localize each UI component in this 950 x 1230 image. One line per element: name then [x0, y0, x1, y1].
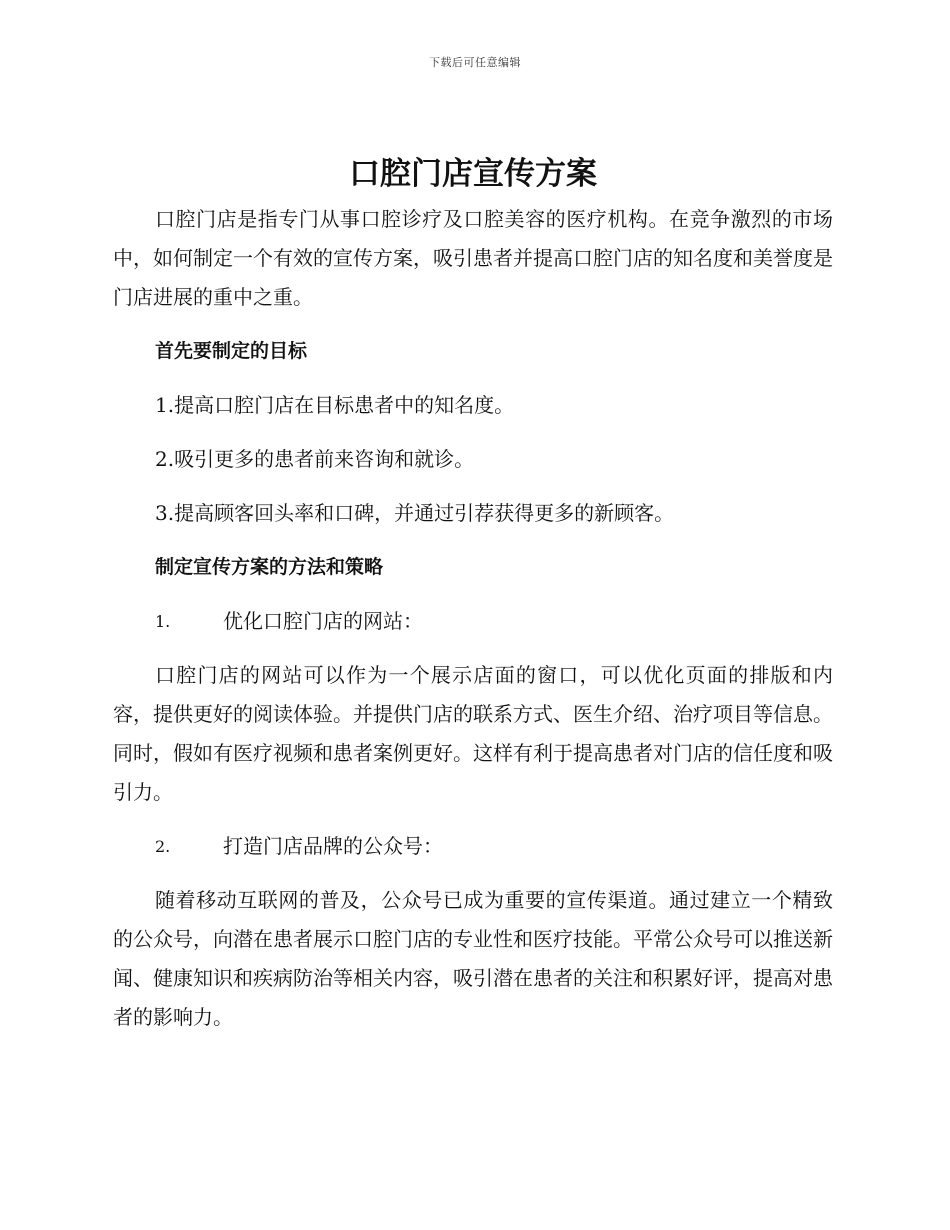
document-body — [113, 148, 833, 1037]
method-number: 1. — [155, 612, 171, 631]
method-title-row — [113, 602, 833, 641]
document-title: 口腔门店宣传方案 — [349, 156, 597, 192]
method-body: 口腔门店的网站可以作为一个展示店面的窗口，可以优化页面的排版和内容，提供更好的阅读体验。并提供门店的联系方式、医生介绍、治疗项目等信息。同时，假如有医疗视频和患者案例更好。这样有利于提高患者对门店的信任度和吸引力。 — [113, 663, 833, 804]
method-number: 2. — [155, 837, 171, 856]
method-title: 打造门店品牌的公众号： — [223, 834, 443, 858]
goal-item: 1.提高口腔门店在目标患者中的知名度。 — [155, 393, 515, 417]
goal-item: 3.提高顾客回头率和口碑，并通过引荐获得更多的新顾客。 — [155, 501, 675, 525]
intro-paragraph: 口腔门店是指专门从事口腔诊疗及口腔美容的医疗机构。在竞争激烈的市场中，如何制定一个有效的宣传方案，吸引患者并提高口腔门店的知名度和美誉度是门店进展的重中之重。 — [113, 207, 833, 309]
page-header: 下载后可任意编辑 — [429, 56, 521, 69]
methods-heading: 制定宣传方案的方法和策略 — [155, 556, 384, 578]
goal-item: 2.吸引更多的患者前来咨询和就诊。 — [155, 447, 475, 471]
method-title: 优化口腔门店的网站： — [223, 609, 423, 633]
method-title-row — [113, 827, 833, 866]
goals-heading: 首先要制定的目标 — [155, 340, 308, 362]
method-body: 随着移动互联网的普及，公众号已成为重要的宣传渠道。通过建立一个精致的公众号，向潜在患者展示口腔门店的专业性和医疗技能。平常公众号可以推送新闻、健康知识和疾病防治等相关内容，吸引潜在患者的关注和积累好评，提高对患者的影响力。 — [113, 888, 833, 1029]
